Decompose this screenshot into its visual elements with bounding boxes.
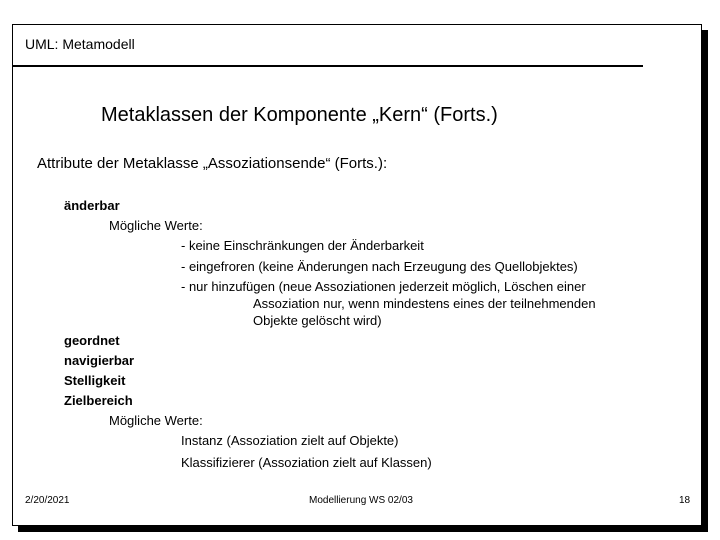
footer-page-number: 18 (679, 495, 691, 506)
footer-date: 2/20/2021 (25, 495, 70, 506)
zielbereich-values-label: Mögliche Werte: (109, 413, 203, 428)
aenderbar-value-1: - keine Einschränkungen der Änderbarkeit (181, 238, 424, 253)
aenderbar-value-3-cont: Assoziation nur, wenn mindestens eines der teilnehmenden (253, 296, 596, 311)
header-divider (13, 65, 643, 67)
attribute-aenderbar: änderbar (64, 198, 120, 213)
attribute-zielbereich: Zielbereich (64, 393, 133, 408)
footer-course: Modellierung WS 02/03 (309, 495, 413, 506)
zielbereich-value-2: Klassifizierer (Assoziation zielt auf Klassen) (181, 455, 432, 470)
aenderbar-value-2: - eingefroren (keine Änderungen nach Erzeugung des Quellobjektes) (181, 259, 578, 274)
zielbereich-value-1: Instanz (Assoziation zielt auf Objekte) (181, 433, 399, 448)
aenderbar-value-3-cont2: Objekte gelöscht wird) (253, 313, 382, 328)
slide-title: Metaklassen der Komponente „Kern“ (Forts.) (101, 104, 498, 126)
slide-subtitle: Attribute der Metaklasse „Assoziationsende“ (Forts.): (37, 155, 388, 172)
header-title: UML: Metamodell (25, 36, 135, 52)
attribute-stelligkeit: Stelligkeit (64, 373, 126, 388)
slide (12, 24, 702, 526)
aenderbar-value-3: - nur hinzufügen (neue Assoziationen jederzeit möglich, Löschen einer (181, 279, 586, 294)
attribute-navigierbar: navigierbar (64, 353, 135, 368)
aenderbar-values-label: Mögliche Werte: (109, 218, 203, 233)
attribute-geordnet: geordnet (64, 333, 120, 348)
